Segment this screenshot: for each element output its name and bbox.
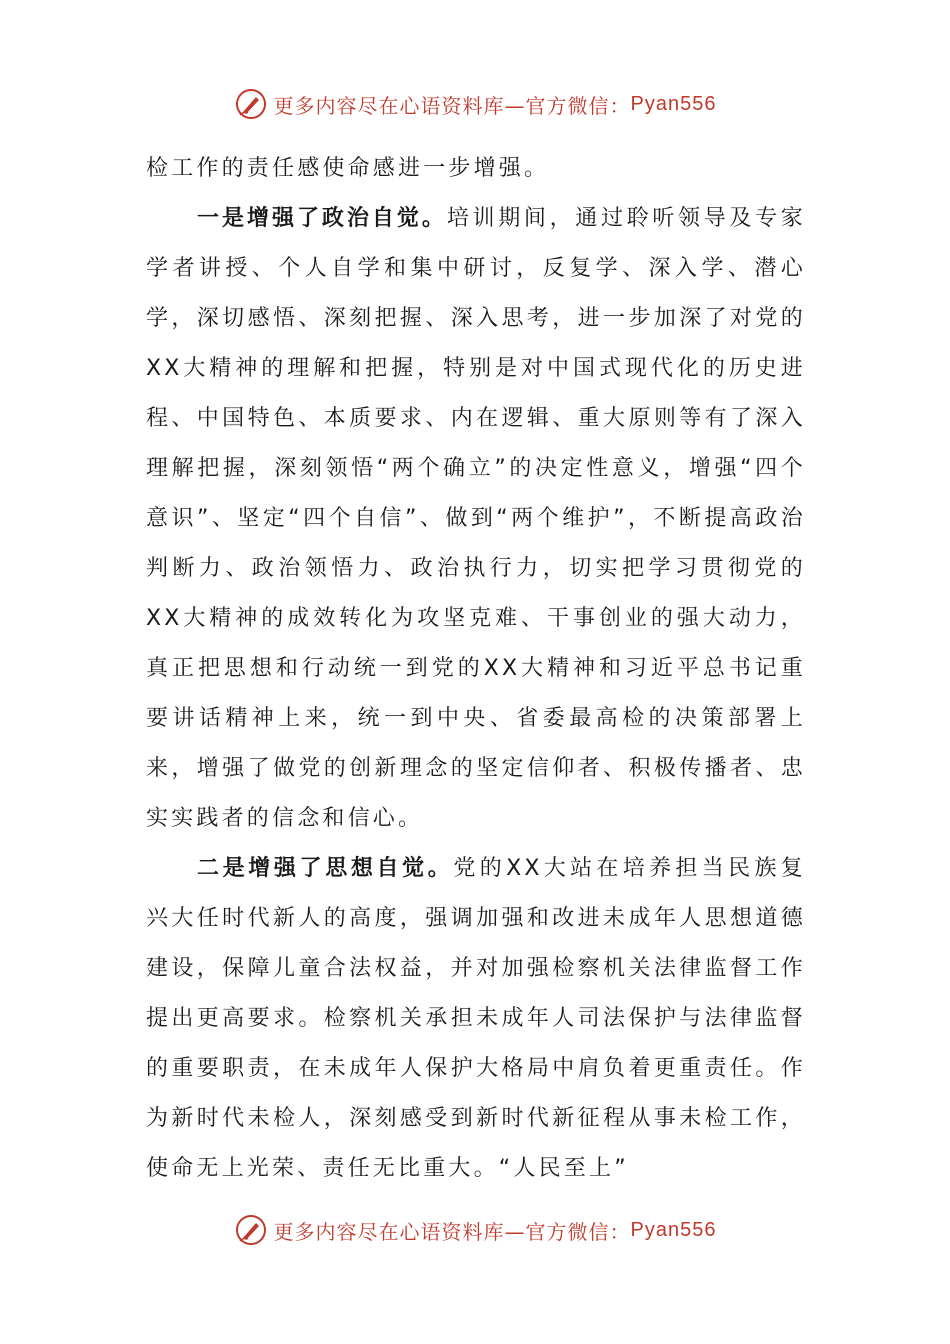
- banner-text: 更多内容尽在心语资料库—官方微信：: [273, 93, 631, 118]
- paragraph-text: 检工作的责任感使命感进一步增强。: [146, 156, 550, 181]
- banner-wechat-id: Pyan556: [630, 92, 717, 115]
- pen-circle-logo-icon: [234, 87, 268, 121]
- pen-circle-logo-icon: [234, 1213, 268, 1247]
- paragraph-ideological-awareness: [146, 844, 806, 1194]
- paragraph-text: 培训期间，通过聆听领导及专家学者讲授、个人自学和集中研讨，反复学、深入学、潜心学，深切感悟、深刻把握、深入思考，进一步加深了对党的XX大精神的理解和把握，特别是对中国式现代化的历史进程、中国特色、本质要求、内在逻辑、重大原则等有了深入理解把握，深刻领悟“两个确立”的决定性意义，增强“四个意识”、坚定“四个自信”、做到“两个维护”，不断提高政治判断力、政治领悟力、政治执行力，切实把学习贯彻党的XX大精神的成效转化为攻坚克难、干事创业的强大动力，真正把思想和行动统一到党的XX大精神和习近平总书记重要讲话精神上来，统一到中央、省委最高检的决策部署上来，增强了做党的创新理念的坚定信仰者、积极传播者、忠实实践者的信念和信心。: [146, 206, 806, 831]
- header-banner: [0, 84, 950, 124]
- paragraph-political-awareness: [146, 194, 806, 844]
- paragraph-text: 党的XX大站在培养担当民族复兴大任时代新人的高度，强调加强和改进未成年人思想道德建设，保障儿童合法权益，并对加强检察机关法律监督工作提出更高要求。检察机关承担未成年人司法保护与法律监督的重要职责，在未成年人保护大格局中肩负着更重责任。作为新时代未检人，深刻感受到新时代新征程从事未检工作，使命无上光荣、责任无比重大。“人民至上”: [146, 856, 806, 1181]
- paragraph-lead: 一是增强了政治自觉。: [197, 206, 447, 231]
- banner-wechat-id: Pyan556: [630, 1218, 717, 1241]
- banner-text: 更多内容尽在心语资料库—官方微信：: [273, 1219, 631, 1244]
- footer-banner: [0, 1210, 950, 1250]
- paragraph-lead: 二是增强了思想自觉。: [197, 856, 454, 881]
- document-body: [146, 144, 806, 1194]
- paragraph-continuation: [146, 144, 806, 194]
